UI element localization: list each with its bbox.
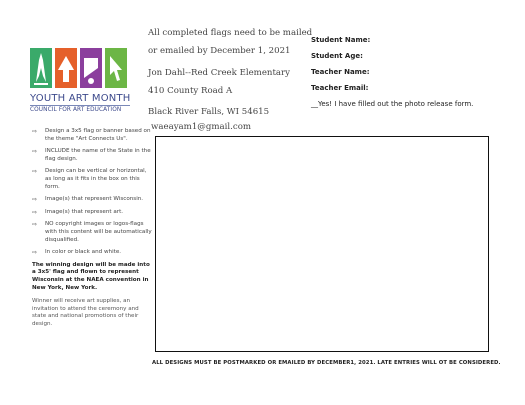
rule-text: Design a 3x5 flag or banner based on the theme "Art Connects Us". [45, 128, 151, 142]
contact-name: Jon Dahl--Red Creek Elementary [148, 68, 290, 78]
arrow-icon: ⇨ [32, 148, 38, 156]
logo-subtitle: COUNCIL FOR ART EDUCATION [30, 107, 122, 113]
winner-text: The winning design will be made into a 3x5' flag and flown to represent Wisconsin at the NAEA convention in New York, New York. [32, 261, 150, 291]
rule-item [32, 196, 152, 204]
arrow-icon: ⇨ [32, 208, 38, 216]
arrow-icon: ⇨ [32, 249, 38, 257]
teacher-name-field[interactable]: Teacher Name: [311, 68, 370, 76]
contact-email: waeayam1@gmail.com [151, 122, 252, 132]
logo-tiles [30, 48, 130, 88]
rule-text: Design can be vertical or horizontal, as long as it fits in the box on this form. [45, 168, 147, 190]
deadline-line-1: All completed flags need to be mailed [148, 28, 313, 38]
logo-title: YOUTH ART MONTH [30, 93, 131, 104]
rule-item [32, 249, 152, 257]
deadline-line-2: or emailed by December 1, 2021 [148, 46, 291, 56]
deadline-footer: ALL DESIGNS MUST BE POSTMARKED OR EMAILED BY DECEMBER1, 2021. LATE ENTRIES WILL OT BE CONSIDERED. [152, 360, 501, 366]
rule-text: NO copyright images or logos-flags with this content will be automatically disqualified. [45, 221, 152, 243]
rule-text: In color or black and white. [45, 249, 122, 256]
rule-item [32, 168, 152, 191]
rule-text: Image(s) that represent Wisconsin. [45, 196, 144, 203]
teacher-email-field[interactable]: Teacher Email: [311, 84, 369, 92]
student-age-field[interactable]: Student Age: [311, 52, 363, 60]
rule-item [32, 128, 152, 143]
logo-tile-shapes [80, 48, 102, 88]
photo-release-checkbox-line[interactable]: __Yes! I have filled out the photo release form. [311, 100, 474, 108]
youth-art-month-logo [30, 48, 130, 113]
rules-list [32, 128, 152, 328]
rule-item [32, 209, 152, 217]
logo-tile-arrow [55, 48, 77, 88]
rule-item [32, 148, 152, 163]
arrow-icon: ⇨ [32, 128, 38, 135]
flag-design-box[interactable] [155, 136, 489, 352]
arrow-icon: ⇨ [32, 221, 38, 229]
rule-text: INCLUDE the name of the State in the flag design. [45, 148, 151, 162]
contact-city: Black River Falls, WI 54615 [148, 107, 270, 117]
rule-item [32, 221, 152, 244]
rule-text: Image(s) that represent art. [45, 208, 124, 215]
student-name-field[interactable]: Student Name: [311, 36, 371, 44]
contact-street: 410 County Road A [148, 86, 233, 96]
prize-text: Winner will receive art supplies, an invitation to attend the ceremony and state and national promotions of their design. [32, 298, 139, 327]
logo-tile-figure [30, 48, 52, 88]
logo-tile-cursor [105, 48, 127, 88]
arrow-icon: ⇨ [32, 196, 38, 204]
arrow-icon: ⇨ [32, 168, 38, 176]
